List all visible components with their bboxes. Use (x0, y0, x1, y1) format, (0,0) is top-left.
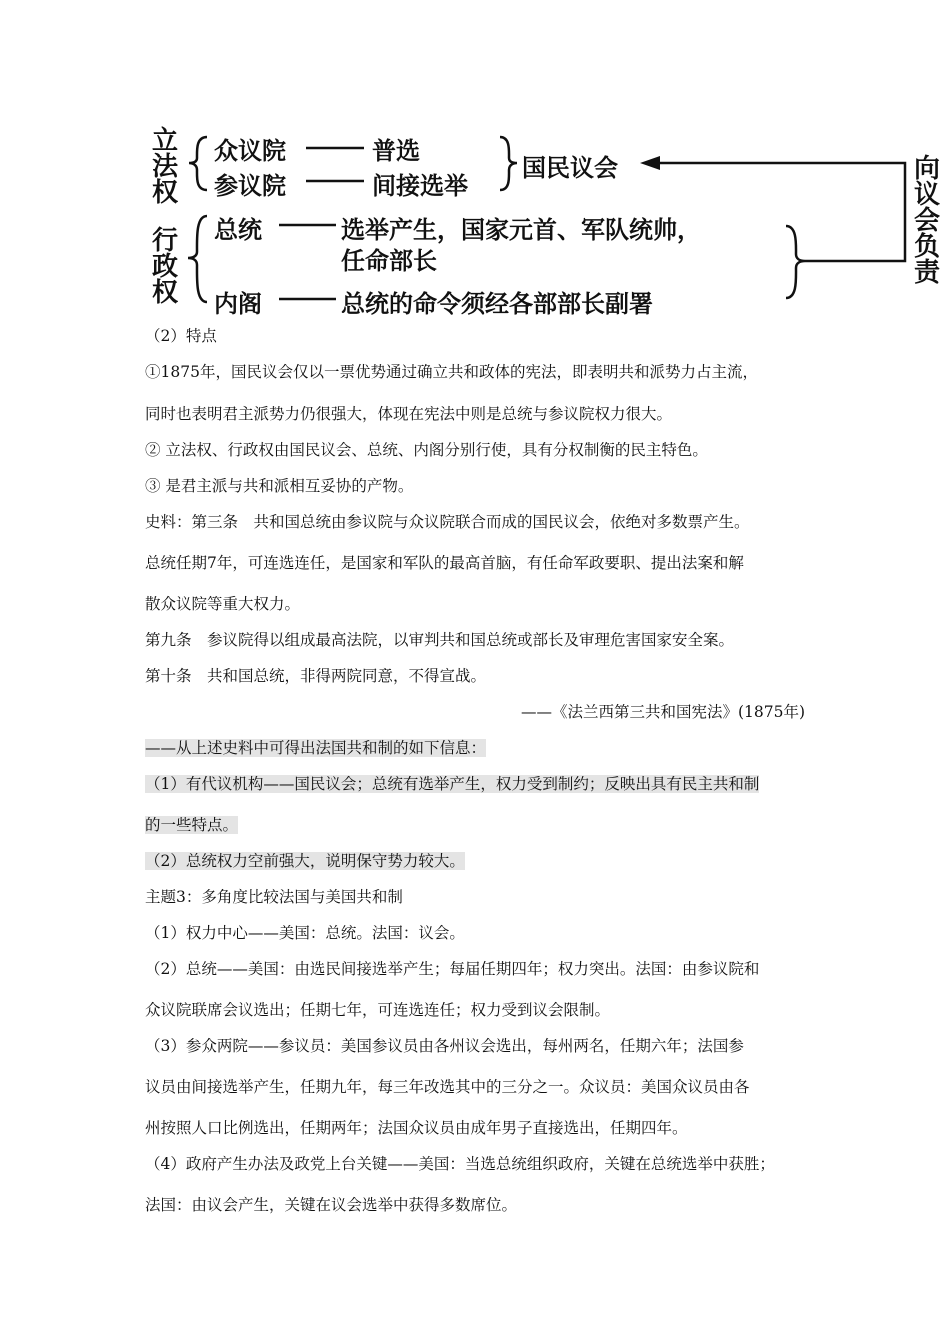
label-responsible: 向议会负责 (913, 154, 940, 288)
president-desc-1: 选举产生，国家元首、军队统帅， (341, 216, 701, 244)
text-line: ③ 是君主派与共和派相互妥协的产物。 (145, 477, 414, 495)
text-line: （3）参众两院——参议员：美国参议员由各州议会选出，每州两名，任期六年；法国参 (145, 1037, 744, 1055)
highlighted-line: ——从上述史料中可得出法国共和制的如下信息： (145, 739, 487, 757)
source-citation: ——《法兰西第三共和国宪法》(1875年) (520, 703, 805, 721)
text-line: 州按照人口比例选出，任期两年；法国众议员由成年男子直接选出，任期四年。 (145, 1119, 688, 1137)
cabinet-desc: 总统的命令须经各部部长副署 (341, 290, 653, 318)
national-assembly: 国民议会 (522, 154, 618, 182)
arrow-head (640, 156, 660, 170)
text-line: 众议院联席会议选出；任期七年，可连选连任；权力受到议会限制。 (145, 1001, 611, 1019)
highlighted-line: （1）有代议机构——国民议会；总统有选举产生，权力受到制约；反映出具有民主共和制 (145, 775, 760, 793)
brace-executive-right (786, 226, 805, 298)
text-line: 第十条 共和国总统，非得两院同意，不得宣战。 (145, 667, 487, 685)
text-line: 史料：第三条 共和国总统由参议院与众议院联合而成的国民议会，依绝对多数票产生。 (145, 513, 750, 531)
elect-lower: 普选 (372, 137, 420, 165)
text-line: （1）权力中心——美国：总统。法国：议会。 (145, 924, 465, 942)
text-line: （4）政府产生办法及政党上台关键——美国：当选总统组织政府，关键在总统选举中获胜； (145, 1155, 775, 1173)
highlighted-line: （2）总统权力空前强大，说明保守势力较大。 (145, 852, 465, 870)
president-desc-2: 任命部长 (341, 247, 437, 275)
text-line: 散众议院等重大权力。 (145, 595, 301, 613)
text-line: 同时也表明君主派势力仍很强大，体现在宪法中则是总统与参议院权力很大。 (145, 405, 673, 423)
cabinet: 内阁 (214, 290, 262, 318)
text-line: 总统任期7年，可连选连任，是国家和军队的最高首脑，有任命军政要职、提出法案和解 (145, 554, 744, 572)
section-heading: （2）特点 (145, 327, 217, 345)
text-line: ①1875年，国民议会仅以一票优势通过确立共和政体的宪法，即表明共和派势力占主流， (145, 363, 758, 381)
text-line: 法国：由议会产生，关键在议会选举中获得多数席位。 (145, 1196, 518, 1214)
brace-legislative (189, 137, 207, 190)
elect-upper: 间接选举 (372, 172, 468, 200)
chamber-lower: 众议院 (214, 137, 286, 165)
topic-heading: 主题3：多角度比较法国与美国共和制 (145, 888, 403, 906)
chamber-upper: 参议院 (214, 172, 286, 200)
constitution-diagram (0, 0, 950, 320)
label-executive: 行政权 (151, 226, 178, 308)
diagram-lines (0, 0, 950, 320)
highlighted-line: 的一些特点。 (145, 816, 239, 834)
text-line: ② 立法权、行政权由国民议会、总统、内阁分别行使，具有分权制衡的民主特色。 (145, 441, 708, 459)
label-legislative: 立法权 (151, 126, 178, 208)
president: 总统 (214, 216, 262, 244)
text-line: 议员由间接选举产生，任期九年，每三年改选其中的三分之一。众议员：美国众议员由各 (145, 1078, 750, 1096)
brace-assembly (500, 137, 517, 190)
brace-executive (188, 216, 207, 302)
text-line: （2）总统——美国：由选民间接选举产生；每届任期四年；权力突出。法国：由参议院和 (145, 960, 760, 978)
text-line: 第九条 参议院得以组成最高法院，以审判共和国总统或部长及审理危害国家安全案。 (145, 631, 735, 649)
